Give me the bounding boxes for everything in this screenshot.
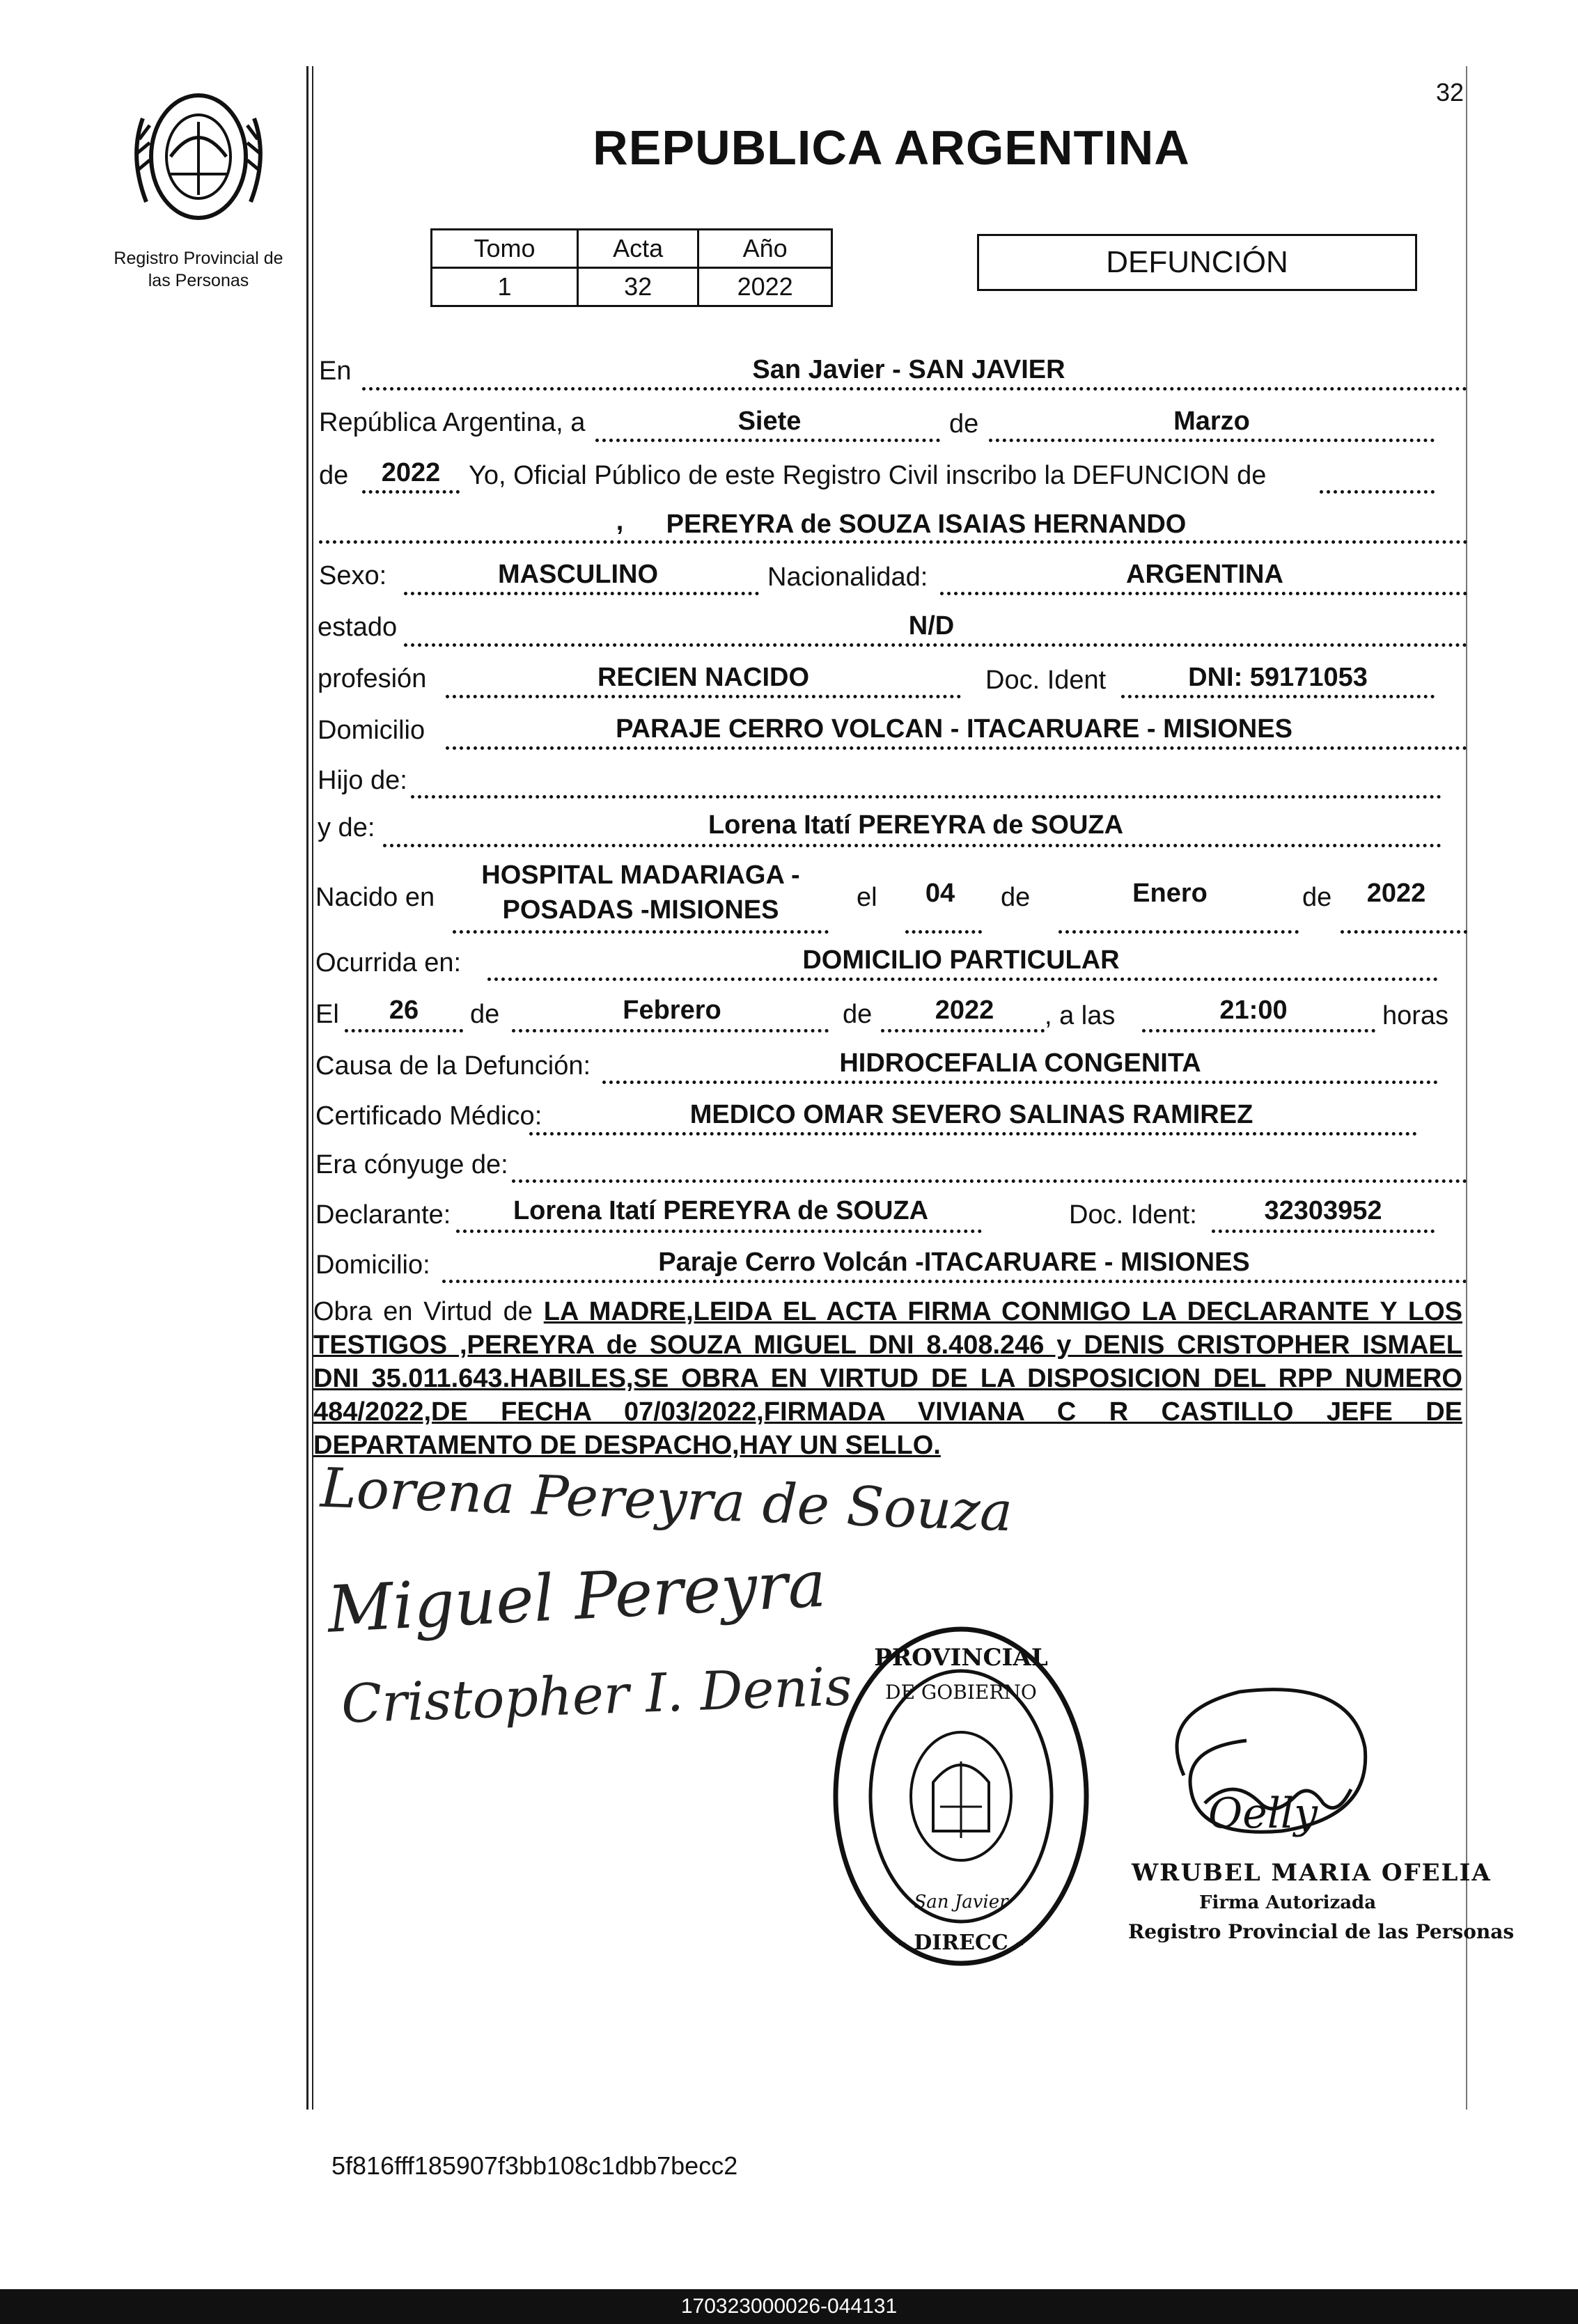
- label-hijo-de: Hijo de:: [318, 766, 407, 795]
- dotline-birth-year: [1341, 930, 1467, 934]
- svg-text:DE GOBIERNO: DE GOBIERNO: [885, 1681, 1037, 1704]
- label-ocurrida-en: Ocurrida en:: [315, 948, 462, 978]
- field-obra-text: LA MADRE,LEIDA EL ACTA FIRMA CONMIGO LA DECLARANTE Y LOS TESTIGOS ,PEREYRA de SOUZA MIGUEL DNI 8.408.246 y DENIS CRISTOPHER ISMAEL DNI 35.011.643.HABILES,SE OBRA EN VIRTUD DE LA DISPOSICION DEL RPP NUMERO 484/2022,DE FECHA 07/03/2022,FIRMADA VIVIANA C R CASTILLO JEFE DE DEPARTAMENTO DE DESPACHO,HAY UN SELLO.: [313, 1297, 1462, 1460]
- anio-value: 2022: [698, 268, 832, 306]
- label-causa: Causa de la Defunción:: [315, 1051, 591, 1081]
- signature-mother: Lorena Pereyra de Souza: [319, 1457, 1014, 1544]
- province-emblem-icon: [122, 77, 275, 233]
- field-declarant-address: Paraje Cerro Volcán -ITACARUARE - MISIONES: [658, 1248, 1250, 1277]
- tomo-header: Tomo: [432, 230, 578, 268]
- reference-value-row: [432, 268, 832, 306]
- field-birth-year: 2022: [1366, 879, 1426, 908]
- field-declarant-document: 32303952: [1264, 1196, 1382, 1225]
- signer-office: Registro Provincial de las Personas: [1128, 1920, 1515, 1943]
- label-conyuge: Era cónyuge de:: [315, 1150, 508, 1179]
- field-death-year: 2022: [935, 996, 994, 1025]
- field-day: Siete: [737, 407, 802, 436]
- reference-table: [430, 228, 833, 307]
- label-yo: Yo, Oficial Público de este Registro Civil inscribo la DEFUNCION de: [469, 461, 1267, 490]
- label-obra: Obra en Virtud de: [313, 1297, 533, 1326]
- dotline-occurred-in: [487, 978, 1438, 981]
- dotline-death-time: [1142, 1029, 1375, 1033]
- dotline-declarant-address: [442, 1280, 1467, 1283]
- dotline-medical-certificate: [529, 1132, 1417, 1136]
- label-horas: horas: [1382, 1001, 1449, 1030]
- registry-caption-line1: Registro Provincial de: [114, 249, 283, 268]
- field-place: San Javier - SAN JAVIER: [752, 355, 1065, 384]
- dotline-document: [1121, 695, 1435, 698]
- dotline-profession: [446, 695, 961, 698]
- left-margin-rule: [306, 66, 308, 2110]
- left-margin-rule-inner: [312, 66, 313, 2110]
- field-medical-certificate: MEDICO OMAR SEVERO SALINAS RAMIREZ: [689, 1100, 1253, 1129]
- dotline-declarant-document: [1212, 1230, 1435, 1233]
- label-de-5: de: [470, 1000, 500, 1029]
- dotline-month: [989, 439, 1435, 442]
- label-de-2: de: [319, 461, 349, 490]
- field-birth-place-line2: POSADAS -MISIONES: [502, 895, 779, 925]
- field-profession: RECIEN NACIDO: [597, 663, 810, 692]
- label-de-3: de: [1001, 883, 1031, 912]
- dotline-sex: [404, 592, 759, 595]
- field-address: PARAJE CERRO VOLCAN - ITACARUARE - MISIONES: [616, 714, 1292, 744]
- label-doc-ident: Doc. Ident: [985, 666, 1107, 695]
- official-seal-icon: [829, 1622, 1093, 1970]
- field-document: DNI: 59171053: [1188, 663, 1368, 692]
- dotline-declarant: [456, 1230, 982, 1233]
- dotline-birth-place: [453, 930, 829, 934]
- registry-caption-line2: las Personas: [148, 271, 249, 290]
- dotline-birth-month: [1058, 930, 1299, 934]
- signature-witness-1: Miguel Pereyra: [325, 1546, 828, 1647]
- page-number: 32: [1436, 78, 1464, 107]
- dotline-father: [411, 795, 1442, 799]
- label-el: el: [857, 883, 877, 912]
- label-domicilio: Domicilio: [318, 716, 425, 745]
- svg-text:San Javier: San Javier: [914, 1892, 1008, 1913]
- dotline-cause: [602, 1081, 1438, 1084]
- signature-witness-2: Cristopher I. Denis: [340, 1655, 853, 1735]
- dotline-address: [446, 746, 1467, 750]
- dotline-death-day: [345, 1029, 463, 1033]
- signer-name: WRUBEL MARIA OFELIA: [1132, 1859, 1492, 1887]
- reference-header-row: [432, 230, 832, 268]
- acta-value: 32: [578, 268, 698, 306]
- label-domicilio-2: Domicilio:: [315, 1250, 430, 1280]
- dotline-day: [595, 439, 940, 442]
- label-certificado: Certificado Médico:: [315, 1101, 542, 1131]
- field-sex: MASCULINO: [497, 560, 659, 589]
- dotline-civil-status: [404, 643, 1467, 647]
- page-title: REPUBLICA ARGENTINA: [593, 120, 1190, 175]
- field-occurred-in: DOMICILIO PARTICULAR: [802, 945, 1120, 975]
- field-nationality: ARGENTINA: [1126, 560, 1283, 589]
- dotline-mother: [383, 844, 1442, 847]
- label-declarante: Declarante:: [315, 1200, 451, 1230]
- label-en: En: [319, 356, 352, 386]
- label-republica: República Argentina, a: [319, 408, 586, 437]
- field-month: Marzo: [1173, 407, 1250, 436]
- label-de-1: de: [949, 409, 979, 439]
- field-birth-place-line1: HOSPITAL MADARIAGA -: [481, 861, 800, 890]
- label-nacionalidad: Nacionalidad:: [767, 563, 928, 592]
- signer-role: Firma Autorizada: [1199, 1892, 1377, 1913]
- dotline-year: [362, 490, 460, 494]
- field-cause: HIDROCEFALIA CONGENITA: [839, 1049, 1201, 1078]
- official-signature-text: Oelly: [1208, 1789, 1318, 1838]
- document-hash: 5f816fff185907f3bb108c1dbb7becc2: [331, 2151, 738, 2180]
- label-profesion: profesión: [318, 664, 427, 693]
- dotline-nationality: [940, 592, 1467, 595]
- label-a-las: , a las: [1045, 1001, 1116, 1030]
- label-y-de: y de:: [318, 813, 375, 842]
- field-birth-month: Enero: [1132, 879, 1208, 908]
- tomo-value: 1: [432, 268, 578, 306]
- acta-header: Acta: [578, 230, 698, 268]
- field-year: 2022: [381, 458, 441, 487]
- field-declarant: Lorena Itatí PEREYRA de SOUZA: [513, 1196, 929, 1225]
- dotline-place: [362, 387, 1467, 391]
- svg-text:- DIRECC -: - DIRECC -: [898, 1931, 1024, 1955]
- label-doc-ident-2: Doc. Ident:: [1069, 1200, 1197, 1230]
- field-civil-status: N/D: [908, 611, 955, 641]
- field-comma: ,: [616, 507, 624, 536]
- field-deceased-name: PEREYRA de SOUZA ISAIAS HERNANDO: [666, 510, 1187, 539]
- label-el-cap: El: [315, 1000, 339, 1029]
- label-sexo: Sexo:: [319, 561, 387, 590]
- field-death-month: Febrero: [623, 996, 721, 1025]
- field-birth-day: 04: [925, 879, 955, 908]
- label-nacido-en: Nacido en: [315, 883, 435, 912]
- dotline-death-year: [881, 1029, 1045, 1033]
- label-de-6: de: [843, 1000, 873, 1029]
- anio-header: Año: [698, 230, 832, 268]
- obra-block: [313, 1295, 1462, 1462]
- field-mother: Lorena Itatí PEREYRA de SOUZA: [708, 810, 1124, 840]
- svg-text:PROVINCIAL: PROVINCIAL: [874, 1644, 1048, 1672]
- dotline-spouse: [512, 1179, 1467, 1183]
- field-death-day: 26: [389, 996, 419, 1025]
- dotline-birth-day: [905, 930, 982, 934]
- label-de-4: de: [1302, 883, 1332, 912]
- field-death-time: 21:00: [1219, 996, 1288, 1025]
- right-margin-rule: [1466, 66, 1467, 2110]
- label-estado: estado: [318, 613, 398, 642]
- dotline-yo: [1320, 490, 1435, 494]
- dotline-death-month: [512, 1029, 829, 1033]
- bottom-code: 170323000026-044131: [680, 2295, 898, 2318]
- registry-caption: [91, 247, 306, 292]
- dotline-deceased-name: [319, 540, 1468, 544]
- record-type-box: DEFUNCIÓN: [977, 234, 1417, 291]
